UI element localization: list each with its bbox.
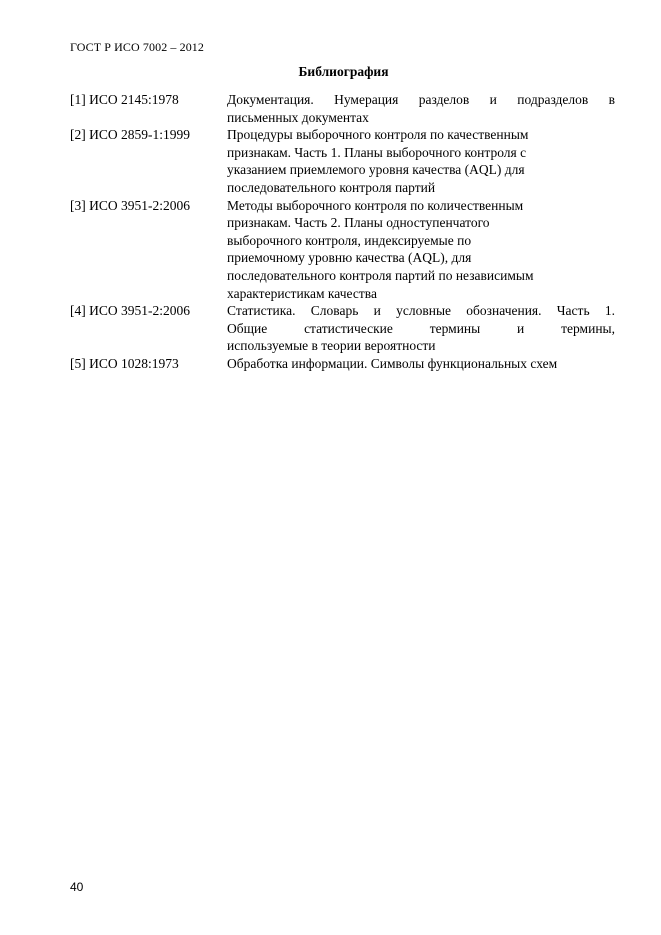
entry-line: Общие статистические термины и термины, [227, 320, 615, 336]
entry-reference: [3] ИСО 3951-2:2006 [70, 197, 190, 213]
section-title: Библиография [298, 64, 389, 79]
bibliography-entry [70, 126, 615, 196]
bibliography-entry [70, 302, 615, 355]
document-header: ГОСТ Р ИСО 7002 – 2012 [70, 40, 204, 54]
entry-line: последовательного контроля партий [227, 179, 436, 195]
entry-line: Документация. Нумерация разделов и подразделов в [227, 92, 615, 107]
bibliography-entry [70, 355, 615, 373]
entry-line: Процедуры выборочного контроля по качественным [227, 127, 529, 143]
entry-description [227, 197, 615, 303]
entry-line: Статистика. Словарь и условные обозначения. Часть 1. [227, 303, 615, 319]
entry-line: выборочного контроля, индексируемые по [227, 232, 472, 248]
entry-description [227, 302, 615, 355]
entry-line: признакам. Часть 1. Планы выборочного контроля с [227, 144, 527, 160]
entry-line: характеристикам качества [227, 285, 377, 301]
entry-line: указанием приемлемого уровня качества (AQL) для [227, 162, 525, 178]
entry-reference: [4] ИСО 3951-2:2006 [70, 303, 190, 319]
bibliography-entry [70, 197, 615, 303]
bibliography-list [70, 91, 615, 373]
page-number: 40 [70, 880, 84, 894]
entry-description [227, 91, 615, 126]
entry-line: Методы выборочного контроля по количественным [227, 197, 524, 213]
entry-reference: [1] ИСО 2145:1978 [70, 92, 179, 107]
entry-line: Обработка информации. Символы функциональных схем [227, 355, 558, 371]
entry-line: последовательного контроля партий по независимым [227, 267, 534, 283]
entry-reference: [5] ИСО 1028:1973 [70, 355, 179, 371]
entry-description [227, 355, 615, 373]
entry-line: используемые в теории вероятности [227, 338, 436, 354]
entry-line: признакам. Часть 2. Планы одноступенчатого [227, 215, 490, 231]
entry-description [227, 126, 615, 196]
bibliography-entry [70, 91, 615, 126]
entry-line: приемочному уровню качества (AQL), для [227, 250, 472, 266]
entry-reference: [2] ИСО 2859-1:1999 [70, 127, 190, 143]
entry-line: письменных документах [227, 109, 369, 125]
